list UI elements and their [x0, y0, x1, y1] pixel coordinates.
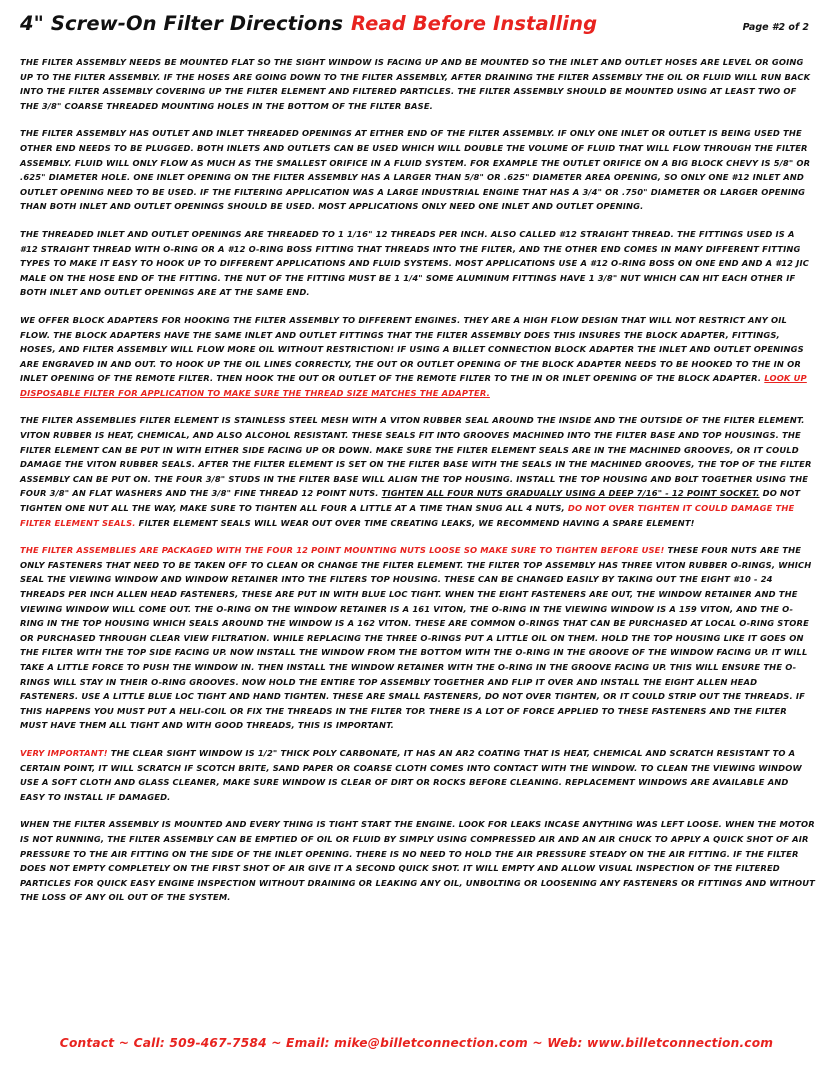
paragraph-block-adapters-text: WE OFFER BLOCK ADAPTERS FOR HOOKING THE FILTER ASSEMBLY TO DIFFERENT ENGINES. THEY ARE A HIGH FLOW DESIGN THAT WILL NOT RESTRICT ANY OIL FLOW. THE BLOCK ADAPTERS HAVE THE SAME INLET AND OUTLET FITTINGS THAT THE FILTER ASSEMBLY DOES THIS INSURES THE BLOCK ADAPTER, FITTINGS, HOSES, AND FILTER ASSEMBLY WILL FLOW MORE OIL WITHOUT RESTRICTION! IF USING A BILLET CONNECTION BLOCK ADAPTER THE INLET AND OUTLET OPENINGS ARE ENGRAVED IN AND OUT. TO HOOK UP THE OIL LINES CORRECTLY, THE OUT OR OUTLET OPENING OF THE BLOCK ADAPTER NEEDS TO BE HOOKED TO THE IN OR INLET OPENING OF THE REMOTE FILTER. THEN HOOK THE OUT OR OUTLET OF THE REMOTE FILTER TO THE IN OR INLET OPENING OF THE BLOCK ADAPTER.	[20, 314, 804, 384]
paragraph-openings-text: THE FILTER ASSEMBLY HAS OUTLET AND INLET THREADED OPENINGS AT EITHER END OF THE FILTER ASSEMBLY. IF ONLY ONE INLET OR OUTLET IS BEING USED THE OTHER END NEEDS TO BE PLUGGED. BOTH INLETS AND OUTLETS CAN BE USED WHICH WILL DOUBLE THE VOLUME OF FLUID THAT WILL FLOW THROUGH THE FILTER ASSEMBLY. FLUID WILL ONLY FLOW AS MUCH AS THE SMALLEST ORIFICE IN A FLUID SYSTEM. FOR EXAMPLE THE OUTLET ORIFICE ON A BIG BLOCK CHEVY IS 5/8" OR .625" DIAMETER HOLE. ONE INLET OPENING ON THE FILTER ASSEMBLY HAS A LARGER THAN 5/8" OR .625" DIAMETER AREA OPENING, SO ONLY ONE #12 INLET AND OUTLET OPENING NEED TO BE USED. IF THE FILTERING APPLICATION WAS A LARGE INDUSTRIAL ENGINE THAT HAS A 3/4" OR .750" DIAMETER OR LARGER OPENING THAN BOTH INLET AND OUTLET OPENINGS SHOULD BE USED. MOST APPLICATIONS ONLY NEED ONE INLET AND OUTLET OPENING.	[20, 128, 811, 212]
paragraph-filter-element-text-2: DO NOT TIGHTEN ONE NUT ALL THE WAY, MAKE SURE TO TIGHTEN ALL FOUR A LITTLE AT A TIME THAN SNUG ALL 4 NUTS,	[20, 488, 801, 514]
paragraph-threads-text: THE THREADED INLET AND OUTLET OPENINGS ARE THREADED TO 1 1/16" 12 THREADS PER INCH. ALSO CALLED #12 STRAIGHT THREAD. THE FITTINGS USED IS A #12 STRAIGHT THREAD WITH O-RING OR A #12 O-RING BOSS FITTING THAT THREADS INTO THE FILTER, AND THE OTHER END COMES IN MANY DIFFERENT FITTING TYPES TO MAKE IT EASY TO HOOK UP TO DIFFERENT APPLICATIONS AND FLUID SYSTEMS. MOST APPLICATIONS USE A #12 O-RING BOSS ON ONE END AND A #12 JIC MALE ON THE HOSE END OF THE FITTING. THE NUT OF THE FITTING MUST BE 1 1/4" SOME ALUMINUM FITTINGS HAVE 1 3/8" NUT WHICH CAN HIT EACH OTHER IF BOTH INLET AND OUTLET OPENINGS ARE AT THE SAME END.	[20, 228, 809, 298]
packaging-warning: THE FILTER ASSEMBLIES ARE PACKAGED WITH THE FOUR 12 POINT MOUNTING NUTS LOOSE SO MAKE SURE TO TIGHTEN BEFORE USE!	[20, 545, 665, 556]
page-number: Page #2 of 2	[742, 22, 809, 33]
contact-info: Contact ~ Call: 509-467-7584 ~ Email: mike@billetconnection.com ~ Web: www.billetconnection.com	[59, 1036, 774, 1050]
warning-title: Read Before Installing	[351, 12, 598, 35]
paragraph-filter-element	[20, 413, 815, 530]
paragraph-sight-window-text: THE CLEAR SIGHT WINDOW IS 1/2" THICK POLY CARBONATE, IT HAS AN AR2 COATING THAT IS HEAT, CHEMICAL AND SCRATCH RESISTANT TO A CERTAIN POINT, IT WILL SCRATCH IF SCOTCH BRITE, SAND PAPER OR COARSE CLOTH COMES INTO CONTACT WITH THE WINDOW. TO CLEAN THE VIEWING WINDOW USE A SOFT CLOTH AND GLASS CLEANER, MAKE SURE WINDOW IS CLEAR OF DIRT OR ROCKS BEFORE CLEANING. REPLACEMENT WINDOWS ARE AVAILABLE AND EASY TO INSTALL IF DAMAGED.	[20, 747, 802, 802]
paragraph-threads	[20, 227, 815, 300]
paragraph-sight-window	[20, 746, 815, 804]
paragraph-window-orings	[20, 543, 815, 733]
contact-footer	[0, 1036, 833, 1050]
tightening-instruction: TIGHTEN ALL FOUR NUTS GRADUALLY USING A DEEP 7/16" - 12 POINT SOCKET.	[381, 488, 760, 499]
paragraph-block-adapters	[20, 313, 815, 401]
paragraph-filter-element-text-3: FILTER ELEMENT SEALS WILL WEAR OUT OVER TIME CREATING LEAKS, WE RECOMMEND HAVING A SPARE ELEMENT!	[138, 517, 695, 528]
paragraph-filter-element-text: THE FILTER ASSEMBLIES FILTER ELEMENT IS STAINLESS STEEL MESH WITH A VITON RUBBER SEAL AROUND THE INSIDE AND THE OUTSIDE OF THE FILTER ELEMENT. VITON RUBBER IS HEAT, CHEMICAL, AND ALSO ALCOHOL RESISTANT. THESE SEALS FIT INTO GROOVES MACHINED INTO THE FILTER BASE AND TOP HOUSINGS. THE FILTER ELEMENT CAN BE PUT IN WITH EITHER SIDE FACING UP OR DOWN. MAKE SURE THE FILTER ELEMENT SEALS ARE IN THE MACHINED GROOVES, OR IT COULD DAMAGE THE VITON RUBBER SEALS. AFTER THE FILTER ELEMENT IS SET ON THE FILTER BASE WITH THE SEALS IN THE MACHINED GROOVES, THE TOP OF THE FILTER ASSEMBLY CAN BE PUT ON. THE FOUR 3/8" STUDS IN THE FILTER BASE WILL ALIGN THE TOP HOUSING. INSTALL THE TOP HOUSING AND BOLT TOGETHER USING THE FOUR 3/8" AN FLAT WASHERS AND THE 3/8" FINE THREAD 12 POINT NUTS.	[20, 415, 812, 499]
adapter-thread-notice: LOOK UP DISPOSABLE FILTER FOR APPLICATION TO MAKE SURE THE THREAD SIZE MATCHES THE ADAPTER.	[20, 373, 807, 398]
paragraph-startup-text: WHEN THE FILTER ASSEMBLY IS MOUNTED AND EVERY THING IS TIGHT START THE ENGINE. LOOK FOR LEAKS INCASE ANYTHING WAS LEFT LOOSE. WHEN THE MOTOR IS NOT RUNNING, THE FILTER ASSEMBLY CAN BE EMPTIED OF OIL OR FLUID BY SIMPLY USING COMPRESSED AIR AND AN AIR CHUCK TO APPLY A QUICK SHOT OF AIR PRESSURE TO THE AIR FITTING ON THE SIDE OF THE INLET OPENING. THERE IS NO NEED TO HOLD THE AIR PRESSURE STEADY ON THE AIR FITTING. IF THE FILTER DOES NOT EMPTY COMPLETELY ON THE FIRST SHOT OF AIR GIVE IT A SECOND QUICK SHOT. IT WILL EMPTY AND ALLOW VISUAL INSPECTION OF THE FILTERED PARTICLES FOR QUICK EASY ENGINE INSPECTION WITHOUT DRAINING OR LEAKING ANY OIL, UNBOLTING OR LOOSENING ANY FASTENERS OR FITTINGS AND WITHOUT THE LOSS OF ANY OIL OUT OF THE SYSTEM.	[20, 819, 815, 903]
page-title: 4" Screw-On Filter Directions	[20, 12, 344, 35]
page-header	[20, 12, 815, 46]
paragraph-openings	[20, 126, 815, 214]
paragraph-startup	[20, 817, 815, 905]
over-tighten-warning: DO NOT OVER TIGHTEN IT COULD DAMAGE THE FILTER ELEMENT SEALS.	[20, 503, 795, 528]
paragraph-mounting	[20, 55, 815, 113]
very-important-label: VERY IMPORTANT!	[20, 747, 108, 758]
paragraph-mounting-text: THE FILTER ASSEMBLY NEEDS BE MOUNTED FLAT SO THE SIGHT WINDOW IS FACING UP AND BE MOUNTED SO THE INLET AND OUTLET HOSES ARE LEVEL OR GOING UP TO THE FILTER ASSEMBLY. IF THE HOSES ARE GOING DOWN TO THE FILTER ASSEMBLY, AFTER DRAINING THE FILTER ASSEMBLY THE OIL OR FLUID WILL RUN BACK INTO THE FILTER ASSEMBLY COVERING UP THE FILTER ELEMENT AND FILTERED PARTICLES. THE FILTER ASSEMBLY SHOULD BE MOUNTED USING AT LEAST TWO OF THE 3/8" COARSE THREADED MOUNTING HOLES IN THE BOTTOM OF THE FILTER BASE.	[20, 57, 811, 111]
paragraph-window-orings-text: THESE FOUR NUTS ARE THE ONLY FASTENERS THAT NEED TO BE TAKEN OFF TO CLEAN OR CHANGE THE FILTER ELEMENT. THE FILTER TOP ASSEMBLY HAS THREE VITON RUBBER O-RINGS, WHICH SEAL THE VIEWING WINDOW AND WINDOW RETAINER INTO THE FILTERS TOP HOUSING. THESE CAN BE CHANGED EASILY BY TAKING OUT THE EIGHT #10 - 24 THREADS PER INCH ALLEN HEAD FASTENERS, THESE ARE PUT IN WITH BLUE LOC TIGHT. WHEN THE EIGHT FASTENERS ARE OUT, THE WINDOW RETAINER AND THE VIEWING WINDOW WILL COME OUT. THE O-RING ON THE WINDOW RETAINER IS A 161 VITON, THE O-RING IN THE VIEWING WINDOW IS A 159 VITON, AND THE O-RING IN THE TOP HOUSING WHICH SEALS AROUND THE WINDOW IS A 162 VITON. THESE ARE COMMON O-RINGS THAT CAN BE PURCHASED AT LOCAL O-RING STORE OR PURCHASED THROUGH CLEAR VIEW FILTRATION. WHILE REPLACING THE THREE O-RINGS PUT A LITTLE OIL ON THEM. HOLD THE TOP HOUSING LIKE IT GOES ON THE FILTER WITH THE TOP SIDE FACING UP. NOW INSTALL THE WINDOW FROM THE BOTTOM WITH THE O-RING IN THE GROOVE OF THE WINDOW FACING UP. IT WILL TAKE A LITTLE FORCE TO PUSH THE WINDOW IN. THEN INSTALL THE WINDOW RETAINER WITH THE O-RING IN THE GROOVE FACING UP. THIS WILL ENSURE THE O-RINGS WILL STAY IN THEIR O-RING GROOVES. NOW HOLD THE ENTIRE TOP ASSEMBLY TOGETHER AND FLIP IT OVER AND INSTALL THE EIGHT ALLEN HEAD FASTENERS. USE A LITTLE BLUE LOC TIGHT AND HAND TIGHTEN. THESE ARE SMALL FASTENERS, DO NOT OVER TIGHTEN, OR IT COULD STRIP OUT THE THREADS. IF THIS HAPPENS YOU MUST PUT A HELI-COIL OR FIX THE THREADS IN THE FILTER TOP. THERE IS A LOT OF FORCE APPLIED TO THESE FASTENERS AND THE FILTER MUST HAVE THEM ALL TIGHT AND WITH GOOD THREADS, THIS IS IMPORTANT.	[20, 545, 812, 731]
